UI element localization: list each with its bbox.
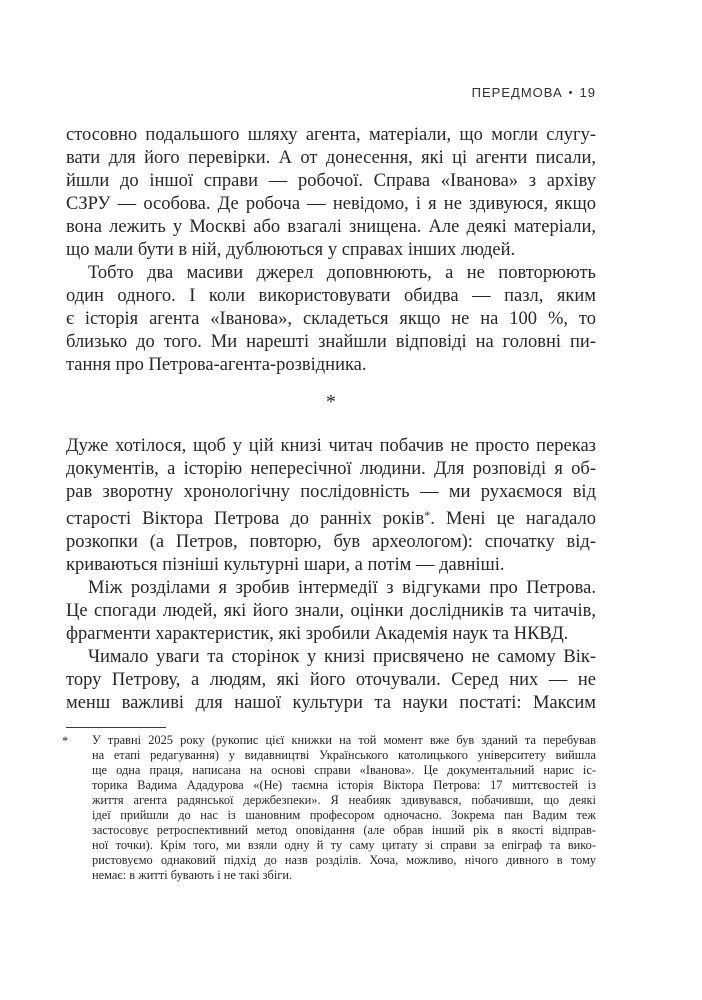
text-line: Це спогади людей, які його знали, оцінки дослідників та читачів, [66, 601, 596, 621]
text-line: що мали бути в ній, дублюються у справах інших людей. [66, 240, 516, 260]
footnote-text [92, 733, 596, 883]
footnote-line: ної точки). Крім того, ми взяли одну й ту саму цитату зі справи за епіграф та вико- [92, 838, 596, 852]
text-line: близько до того. Ми нарешті знайшли відповіді на головні пи- [66, 332, 596, 352]
paragraph [66, 646, 596, 715]
footnote-line: ще одна праця, написана на основі справи «Іванова». Це документальний нарис іс- [92, 763, 596, 777]
text-line: фрагменти характеристик, які зробили Академія наук та НКВД. [66, 624, 569, 644]
page-number: 19 [579, 85, 596, 100]
text-line [66, 504, 596, 531]
asterisk-separator: * [326, 391, 336, 413]
text-line: менш важливі для нашої культури та науки постаті: Максим [66, 693, 596, 713]
running-header [66, 85, 596, 100]
text-line: вона лежить у Москві або взагалі знищена. Але деякі матеріали, [66, 217, 596, 237]
chapter-title: ПЕРЕДМОВА [471, 85, 563, 100]
paragraph [66, 124, 596, 262]
footnote-line: торика Вадима Ададурова «(Не) таємна історія Віктора Петрова: 17 миттєвостей із [92, 778, 596, 792]
footnote-line: на етапі редагування) у видавництві Українського католицького університету вийшла [92, 748, 596, 762]
paragraph [66, 435, 596, 577]
text-segment: . Мені це нагадало [430, 509, 596, 529]
footnote-line: застосовує ретроспективний метод оповідання (але обрав інший рік в якості відправ- [92, 823, 596, 837]
footnote [62, 733, 596, 883]
text-line: Чимало уваги та сторінок у книзі присвячено не самому Вік- [88, 647, 596, 667]
footnote-line: ідеї прийшли до нас із шановним професором одночасно. Зокрема пан Вадим теж [92, 808, 596, 822]
text-line: тору Петрову, а людям, які його оточували. Серед них — не [66, 670, 596, 690]
footnote-line: життя агента радянської держбезпеки». Я неабияк здивувався, побачивши, що деякі [92, 793, 596, 807]
text-line: криваються пізніші культурні шари, а потім — давніші. [66, 555, 505, 575]
text-line: СЗРУ — особова. Де робоча — невідомо, і я не здивуюся, якщо [66, 194, 596, 214]
text-line: йшли до іншої справи — робочої. Справа «Іванова» з архіву [66, 171, 596, 191]
section-separator [66, 377, 596, 435]
text-line: вати для його перевірки. А от донесення, які ці агенти писали, [66, 148, 596, 168]
footnote-divider [66, 727, 166, 728]
text-segment: старості Віктора Петрова до ранніх років [66, 509, 425, 529]
footnote-line: немає: в житті бувають і не такі збіги. [92, 868, 293, 882]
text-line: рав зворотну хронологічну послідовність — ми рухаємося від [66, 482, 596, 502]
footnote-ref-marker: * [424, 508, 431, 522]
text-line: один одного. І коли використовувати обидва — пазл, яким [66, 286, 596, 306]
paragraph [66, 262, 596, 377]
footnote-line: У травні 2025 року (рукопис цієї книжки на той момент вже був зданий та перебував [92, 733, 596, 747]
text-line: стосовно подальшого шляху агента, матеріали, що могли слугу- [66, 125, 596, 145]
body-text [66, 124, 596, 715]
text-line: Дуже хотілося, щоб у цій книзі читач побачив не просто переказ [66, 436, 596, 456]
text-line: документів, а історію непересічної людини. Для розповіді я об- [66, 459, 596, 479]
text-line: Тобто два масиви джерел доповнюють, а не повторюють [88, 263, 596, 283]
text-line: тання про Петрова-агента-розвідника. [66, 355, 367, 375]
header-separator-dot: • [568, 87, 574, 99]
footnote-line: ристовуємо однаковий підхід до назв розділів. Хоча, можливо, нічого дивного в тому [92, 853, 596, 867]
text-line: Між розділами я зробив інтермедії з відгуками про Петрова. [88, 578, 596, 598]
paragraph [66, 577, 596, 646]
text-line: розкопки (а Петров, повторю, був археологом): спочатку від- [66, 532, 596, 552]
text-line: є історія агента «Іванова», складеться якщо не на 100 %, то [66, 309, 596, 329]
footnote-marker: * [62, 734, 69, 748]
